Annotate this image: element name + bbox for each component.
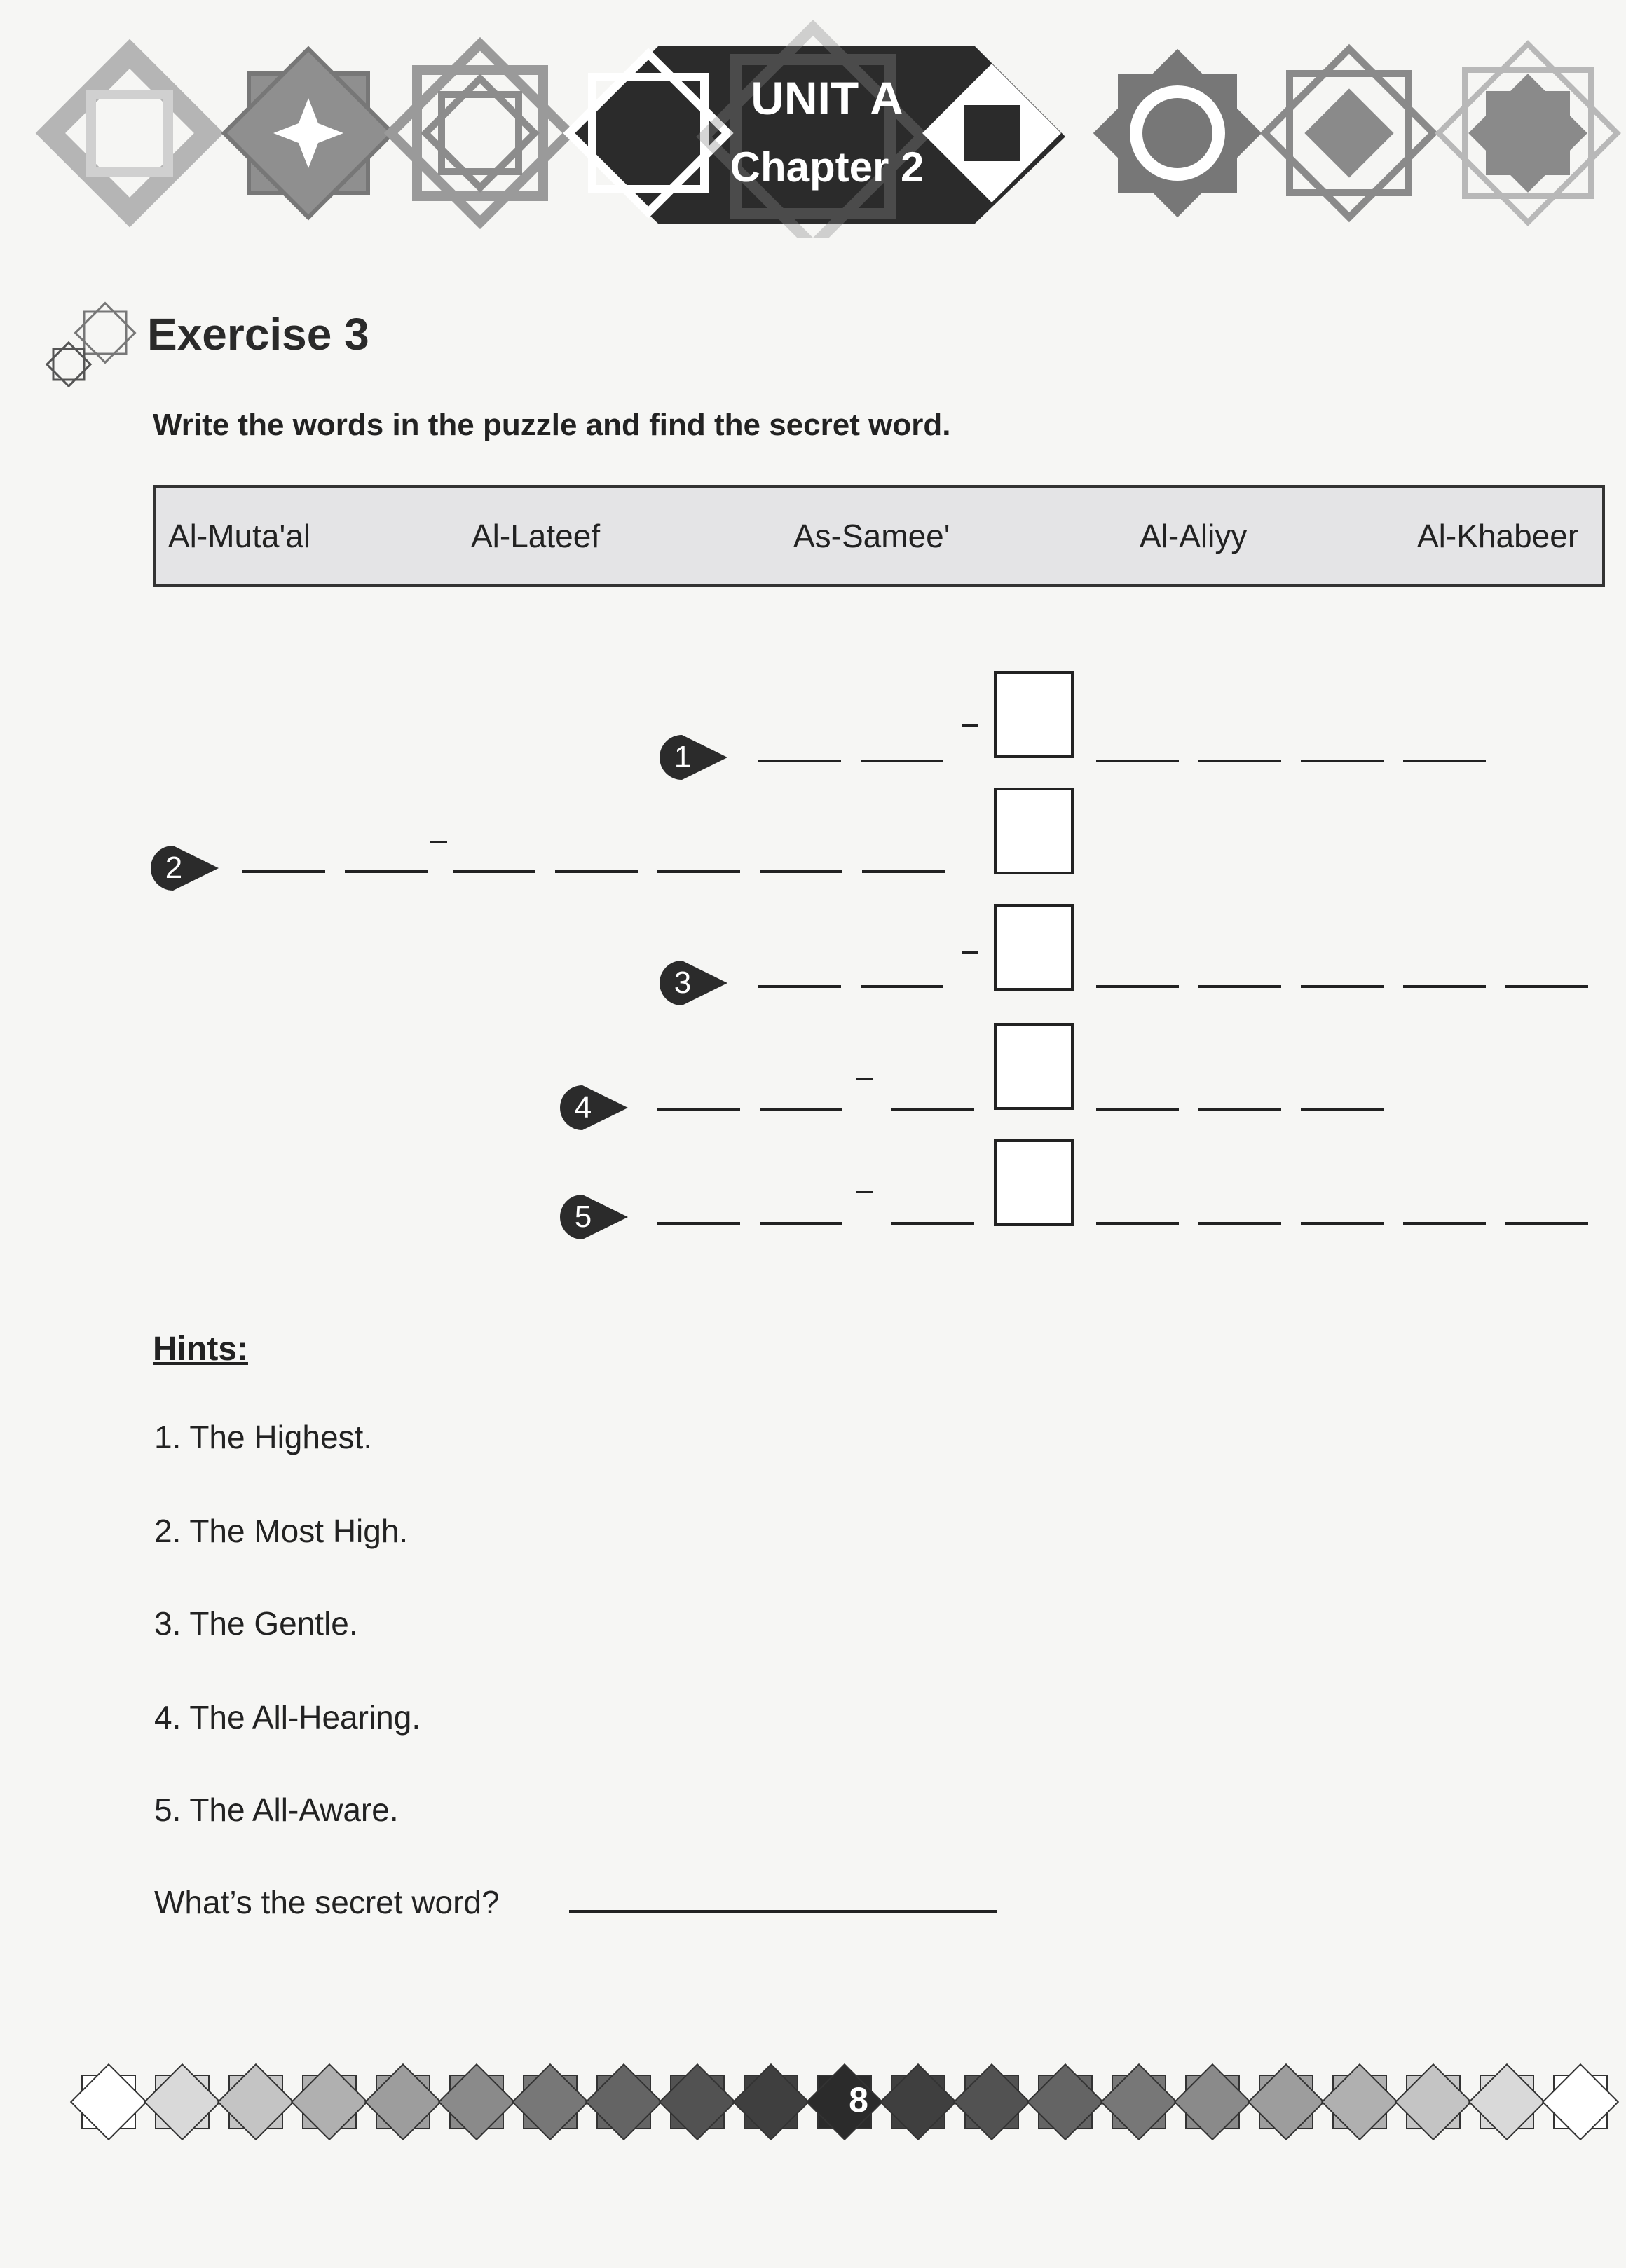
clue-marker-3 — [657, 958, 735, 1008]
secret-letter-box[interactable] — [994, 1023, 1074, 1110]
letter-blank[interactable] — [1198, 1108, 1281, 1111]
letter-blank[interactable] — [345, 870, 428, 873]
footer-octagram — [218, 2064, 293, 2139]
hyphen-mark — [962, 951, 978, 954]
letter-blank[interactable] — [657, 1222, 740, 1225]
letter-blank[interactable] — [891, 1222, 974, 1225]
word-bank-item: As-Samee' — [793, 518, 950, 554]
footer-octagram — [439, 2064, 514, 2139]
footer-octagram — [1101, 2064, 1176, 2139]
footer-octagram — [365, 2064, 440, 2139]
letter-blank[interactable] — [1301, 985, 1384, 988]
ornament-5-icon — [1265, 49, 1433, 217]
hint-item: 2. The Most High. — [154, 1513, 409, 1549]
ornament-4-icon — [1093, 49, 1262, 217]
letter-blank[interactable] — [1096, 1222, 1179, 1225]
letter-blank[interactable] — [1403, 760, 1486, 762]
letter-blank[interactable] — [242, 870, 325, 873]
footer-octagram — [1248, 2064, 1323, 2139]
letter-blank[interactable] — [760, 1222, 842, 1225]
footer-octagram — [292, 2064, 367, 2139]
letter-blank[interactable] — [1198, 760, 1281, 762]
letter-blank[interactable] — [1096, 1108, 1179, 1111]
letter-blank[interactable] — [1403, 985, 1486, 988]
footer-octagram — [144, 2064, 219, 2139]
ornament-2-icon — [224, 49, 392, 217]
hint-item: 5. The All-Aware. — [154, 1792, 399, 1828]
hyphen-mark — [430, 841, 447, 843]
letter-blank[interactable] — [657, 870, 740, 873]
footer-octagram — [1543, 2064, 1618, 2139]
word-bank-item: Al-Khabeer — [1417, 518, 1579, 554]
footer-octagram — [1395, 2064, 1470, 2139]
unit-label: UNIT A — [751, 72, 903, 124]
letter-blank[interactable] — [861, 985, 943, 988]
footer-octagram — [512, 2064, 587, 2139]
secret-letter-box[interactable] — [994, 671, 1074, 758]
letter-blank[interactable] — [862, 870, 945, 873]
letter-blank[interactable] — [657, 1108, 740, 1111]
page-number: 8 — [849, 2080, 868, 2119]
footer-octagram — [1175, 2064, 1250, 2139]
exercise-title: Exercise 3 — [147, 309, 369, 359]
letter-blank[interactable] — [758, 985, 841, 988]
footer-octagram — [733, 2064, 808, 2139]
clue-number: 3 — [674, 965, 692, 1000]
letter-blank[interactable] — [1505, 985, 1588, 988]
secret-word-question: What’s the secret word? — [154, 1884, 500, 1920]
clue-number: 2 — [165, 851, 183, 885]
hyphen-mark — [962, 724, 978, 727]
footer-octagram — [71, 2064, 146, 2139]
secret-letter-box[interactable] — [994, 904, 1074, 991]
clue-marker-2 — [149, 844, 226, 893]
letter-blank[interactable] — [758, 760, 841, 762]
footer-octagram — [660, 2064, 735, 2139]
clue-number: 5 — [574, 1200, 592, 1234]
word-bank-item: Al-Muta'al — [168, 518, 311, 554]
footer-octagram — [1027, 2064, 1102, 2139]
chapter-header-banner — [0, 0, 1626, 238]
footer-octagram — [954, 2064, 1029, 2139]
secret-word-answer-line[interactable] — [569, 1910, 997, 1913]
footer-octagram — [1322, 2064, 1397, 2139]
secret-letter-box[interactable] — [994, 1139, 1074, 1226]
letter-blank[interactable] — [1198, 1222, 1281, 1225]
letter-blank[interactable] — [1198, 985, 1281, 988]
octagram-ornament-icon — [42, 301, 140, 392]
letter-blank[interactable] — [1301, 1222, 1384, 1225]
hints-heading: Hints: — [153, 1331, 248, 1368]
hint-item: 1. The Highest. — [154, 1419, 373, 1455]
footer-octagram — [586, 2064, 661, 2139]
letter-blank[interactable] — [1505, 1222, 1588, 1225]
clue-marker-5 — [558, 1193, 635, 1242]
chapter-label: Chapter 2 — [730, 144, 924, 191]
letter-blank[interactable] — [760, 1108, 842, 1111]
hyphen-mark — [856, 1191, 873, 1193]
letter-blank[interactable] — [555, 870, 638, 873]
exercise-instruction: Write the words in the puzzle and find the secret word. — [153, 408, 951, 442]
letter-blank[interactable] — [1301, 760, 1384, 762]
hyphen-mark — [856, 1078, 873, 1080]
letter-blank[interactable] — [453, 870, 535, 873]
secret-letter-box[interactable] — [994, 788, 1074, 874]
ornament-6-icon — [1439, 44, 1618, 223]
clue-marker-1 — [657, 733, 735, 782]
clue-number: 4 — [574, 1090, 592, 1125]
letter-blank[interactable] — [861, 760, 943, 762]
letter-blank[interactable] — [1096, 985, 1179, 988]
letter-blank[interactable] — [1096, 760, 1179, 762]
letter-blank[interactable] — [891, 1108, 974, 1111]
clue-marker-4 — [558, 1083, 635, 1132]
ornament-3-icon — [391, 44, 570, 223]
footer-octagram — [1469, 2064, 1544, 2139]
letter-blank[interactable] — [760, 870, 842, 873]
word-bank — [153, 485, 1605, 587]
letter-blank[interactable] — [1301, 1108, 1384, 1111]
ornament-1-icon — [50, 54, 209, 212]
hint-item: 3. The Gentle. — [154, 1605, 358, 1642]
word-bank-item: Al-Lateef — [471, 518, 601, 554]
letter-blank[interactable] — [1403, 1222, 1486, 1225]
hint-item: 4. The All-Hearing. — [154, 1699, 421, 1736]
word-bank-item: Al-Aliyy — [1140, 518, 1248, 554]
clue-number: 1 — [674, 740, 692, 774]
